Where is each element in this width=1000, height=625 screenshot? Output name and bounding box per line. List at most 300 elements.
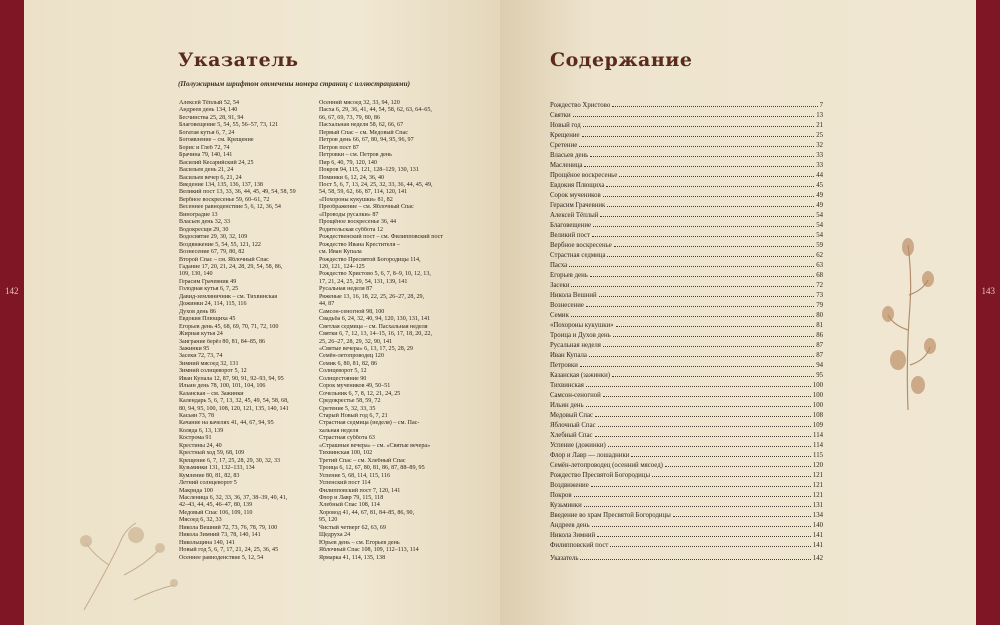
index-entry: см. Иван Купала — [319, 249, 362, 256]
toc-entry-title: Флор и Лавр — лошадники — [550, 452, 630, 459]
toc-entry[interactable] — [550, 169, 823, 179]
index-entry: Засеки 72, 73, 74 — [179, 353, 223, 360]
toc-entry-page: 114 — [813, 442, 823, 449]
toc-leader-dots — [612, 106, 817, 107]
toc-entry[interactable] — [550, 439, 823, 449]
toc-entry[interactable] — [550, 309, 823, 319]
index-entry: Воздвижение 5, 54, 55, 121, 122 — [179, 241, 261, 248]
toc-entry-page: 54 — [816, 212, 823, 219]
toc-entry-title: Самсон-сеногной — [550, 392, 601, 399]
index-entry: Крещение 6, 7, 17, 25, 28, 29, 30, 32, 33 — [179, 457, 281, 464]
toc-entry[interactable] — [550, 379, 823, 389]
toc-entry-title: Андреев день — [550, 522, 590, 529]
toc-entry-page: 121 — [812, 472, 823, 479]
index-entry: Успенский пост 114 — [319, 480, 371, 487]
contents-title: Содержание — [550, 49, 693, 71]
index-entry: 66, 67, 69, 73, 79, 80, 86 — [319, 114, 380, 121]
toc-entry-page: 68 — [816, 272, 823, 279]
toc-entry-page: 81 — [816, 322, 823, 329]
toc-entry-title: Сорок мучеников — [550, 192, 601, 199]
toc-entry[interactable] — [550, 259, 823, 269]
toc-entry[interactable] — [550, 339, 823, 349]
index-entry: 44, 87 — [319, 301, 335, 308]
toc-entry-title: Иван Купала — [550, 352, 587, 359]
toc-entry-title: «Похороны кукушки» — [550, 322, 614, 329]
toc-entry-page: 86 — [816, 332, 823, 339]
toc-entry-title: Крещение — [550, 132, 580, 139]
toc-entry-title: Засеки — [550, 282, 570, 289]
toc-entry-page: 95 — [816, 372, 823, 379]
toc-entry-page: 62 — [816, 252, 823, 259]
index-entry: Тихвинская 100, 102 — [319, 450, 373, 457]
toc-entry-page: 54 — [816, 222, 823, 229]
toc-leader-dots — [586, 306, 814, 307]
toc-entry-title: Егорьев день — [550, 272, 588, 279]
index-entry: Зажинки 95 — [179, 345, 210, 352]
index-entry: Троица 6, 12, 67, 80, 81, 86, 87, 88–89, 95 — [319, 465, 425, 472]
index-entry: Хлебный Спас 108, 114 — [319, 502, 380, 509]
toc-entry[interactable] — [550, 319, 823, 329]
index-entry: 109, 130, 140 — [179, 271, 213, 278]
toc-entry[interactable] — [550, 539, 823, 549]
toc-entry[interactable] — [550, 399, 823, 409]
index-entry: Богоявление – см. Крещение — [179, 137, 254, 144]
toc-entry-title: Казанская (зажинки) — [550, 372, 610, 379]
index-entry: Василий Кесарийский 24, 25 — [179, 159, 254, 166]
index-entry: Водосвятие 29, 30, 32, 109 — [179, 234, 248, 241]
index-entry: Евдокия Плющиха 45 — [179, 316, 236, 323]
toc-entry-title: Хлебный Спас — [550, 432, 593, 439]
index-entry: Богатая кутья 6, 7, 24 — [179, 129, 235, 136]
toc-entry-page: 21 — [816, 122, 823, 129]
toc-entry-page: 100 — [812, 392, 823, 399]
toc-entry-title: Семён-летопроводец (осенний мясоед) — [550, 462, 663, 469]
toc-entry[interactable] — [550, 109, 823, 119]
index-entry: Весеннее равноденствие 5, 6, 12, 36, 54 — [179, 204, 281, 211]
toc-leader-dots — [579, 146, 814, 147]
index-entry: Первый Спас – см. Медовый Спас — [319, 129, 408, 136]
index-entry: Самсон-сеногной 98, 100 — [319, 308, 385, 315]
toc-entry-page: 140 — [812, 522, 823, 529]
toc-entry[interactable] — [550, 249, 823, 259]
index-column-1 — [179, 100, 319, 562]
toc-entry-title: Петровки — [550, 362, 578, 369]
index-entry: Крестный ход 59, 68, 109 — [179, 450, 245, 457]
toc-leader-dots — [580, 559, 810, 560]
toc-leader-dots — [597, 536, 811, 537]
toc-entry-page: 13 — [816, 112, 823, 119]
index-entry: Касьян 73, 78 — [179, 413, 214, 420]
index-entry: Светлая седмица – см. Пасхальная неделя — [319, 323, 428, 330]
toc-entry-page: 54 — [816, 232, 823, 239]
index-entry: Осенний мясоед 32, 33, 94, 120 — [319, 100, 400, 106]
index-entry: Страстная суббота 63 — [319, 435, 375, 442]
toc-entry-page: 33 — [816, 162, 823, 169]
toc-entry-page: 49 — [816, 192, 823, 199]
toc-leader-dots — [589, 356, 814, 357]
toc-entry-title: Никола Зимний — [550, 532, 596, 539]
index-entry: Страстная седмица (неделя) – см. Пас- — [319, 420, 420, 427]
left-cover-edge — [0, 0, 24, 625]
toc-entry[interactable] — [550, 149, 823, 159]
index-entry: Медовый Спас 106, 109, 110 — [179, 509, 253, 516]
index-entry: Заиграние берёз 80, 81, 84–85, 86 — [179, 338, 266, 345]
toc-entry-page: 134 — [812, 512, 823, 519]
index-entry: Щедруха 24 — [319, 532, 351, 539]
toc-entry[interactable] — [550, 269, 823, 279]
toc-entry-page: 114 — [813, 432, 823, 439]
index-entry: Васильев вечер 6, 21, 24 — [179, 174, 242, 181]
toc-entry[interactable] — [550, 129, 823, 139]
index-entry: Великий пост 13, 33, 36, 44, 45, 49, 54, 58, 59 — [179, 189, 296, 196]
toc-entry-title: Сретение — [550, 142, 578, 149]
index-entry: «Проводы русалки» 87 — [319, 211, 379, 218]
toc-leader-dots — [600, 216, 814, 217]
toc-entry-page: 25 — [816, 132, 823, 139]
toc-entry-page: 142 — [812, 555, 823, 562]
toc-entry-title: Вербное воскресенье — [550, 242, 612, 249]
toc-entry-page: 108 — [812, 412, 823, 419]
index-entry: Успение 5, 68, 114, 115, 116 — [319, 472, 391, 479]
toc-entry[interactable] — [550, 349, 823, 359]
toc-entry-page: 63 — [816, 262, 823, 269]
toc-entry[interactable] — [550, 289, 823, 299]
index-entry: Чистый четверг 62, 63, 69 — [319, 524, 386, 531]
index-entry: Пир 6, 40, 79, 120, 140 — [319, 159, 377, 166]
toc-entry-page: 109 — [812, 422, 823, 429]
toc-entry-title: Яблочный Спас — [550, 422, 596, 429]
toc-entry-title: Масленица — [550, 162, 583, 169]
toc-leader-dots — [571, 286, 814, 287]
toc-leader-dots — [592, 526, 811, 527]
toc-entry[interactable] — [550, 369, 823, 379]
toc-entry[interactable] — [550, 209, 823, 219]
index-entry: Поминки 6, 12, 24, 36, 40 — [319, 174, 385, 181]
toc-leader-dots — [619, 176, 814, 177]
toc-entry-title: Рождество Христово — [550, 102, 611, 109]
toc-entry-title: Рождество Пресвятой Богородицы — [550, 472, 651, 479]
toc-entry-title: Русальная неделя — [550, 342, 601, 349]
toc-leader-dots — [571, 316, 814, 317]
index-entry: Зимний мясоед 32, 131 — [179, 360, 239, 367]
toc-entry-page: 121 — [812, 492, 823, 499]
index-entry: Яблочный Спас 108, 109, 112–113, 114 — [319, 547, 419, 554]
toc-leader-dots — [603, 346, 814, 347]
index-entry: Кузьминки 131, 132–133, 134 — [179, 465, 255, 472]
toc-entry-page: 79 — [816, 302, 823, 309]
index-entry: Святки 6, 7, 12, 13, 14–15, 16, 17, 18, 20, 22, — [319, 331, 433, 338]
toc-entry-page: 49 — [816, 202, 823, 209]
index-entry: Рождество Пресвятой Богородицы 114, — [319, 256, 421, 263]
index-subtitle: (Полужирным шрифтом отмечены номера страниц с иллюстрациями) — [178, 80, 410, 88]
toc-entry-title: Святки — [550, 112, 571, 119]
index-entry: 17, 21, 24, 25, 29, 54, 131, 139, 141 — [319, 278, 408, 285]
toc-leader-dots — [595, 416, 811, 417]
toc-entry[interactable] — [550, 199, 823, 209]
toc-entry[interactable] — [550, 229, 823, 239]
page-number-right: 143 — [981, 286, 995, 296]
index-entry: Мясоед 6, 32, 33 — [179, 517, 222, 524]
toc-entry-page: 73 — [816, 292, 823, 299]
index-entry: Зимний солнцеворот 5, 12 — [179, 368, 247, 375]
toc-entry[interactable] — [550, 329, 823, 339]
index-entry: Юрьев день – см. Егорьев день — [319, 539, 400, 546]
index-entry: Благовещение 5, 54, 55, 56–57, 73, 121 — [179, 122, 279, 129]
index-entry: Кострома 91 — [179, 435, 212, 442]
toc-entry-page: 32 — [816, 142, 823, 149]
toc-entry-title: Прощёное воскресенье — [550, 172, 618, 179]
index-entry: Летний солнцеворот 5 — [179, 480, 237, 487]
index-entry: Крестины 24, 40 — [179, 442, 222, 449]
toc-leader-dots — [583, 126, 815, 127]
toc-leader-dots — [616, 326, 815, 327]
toc-entry-title: Ильин день — [550, 402, 584, 409]
toc-entry[interactable] — [550, 409, 823, 419]
index-entry: Иван Купала 12, 87, 90, 91, 92–93, 94, 95 — [179, 375, 284, 382]
index-entry: Солнцестояние 90 — [319, 375, 367, 382]
index-entry: «Похороны кукушки» 81, 82 — [319, 196, 393, 203]
toc-entry-title: Введение во храм Пресвятой Богородицы — [550, 512, 671, 519]
toc-entry-title: Герасим Грачевник — [550, 202, 606, 209]
toc-entry-page: 141 — [812, 542, 823, 549]
index-entry: Сорок мучеников 49, 50–51 — [319, 383, 391, 390]
toc-leader-dots — [607, 256, 814, 257]
toc-entry[interactable] — [550, 419, 823, 429]
toc-entry-page: 87 — [816, 342, 823, 349]
toc-leader-dots — [574, 496, 811, 497]
index-entry: Кумление 80, 81, 82, 83 — [179, 472, 240, 479]
toc-entry-title: Страстная седмица — [550, 252, 606, 259]
toc-leader-dots — [608, 446, 811, 447]
toc-leader-dots — [598, 426, 811, 427]
toc-entry-title: Вознесение — [550, 302, 584, 309]
index-entry: Солнцеворот 5, 12 — [319, 368, 367, 375]
index-entry: Осеннее равноденствие 5, 12, 54 — [179, 554, 264, 561]
index-entry: Казанская – см. Зажинки — [179, 390, 244, 397]
toc-leader-dots — [592, 236, 814, 237]
index-entry: Никольщина 140, 141 — [179, 539, 235, 546]
index-entry: Борис и Глеб 72, 74 — [179, 144, 230, 151]
toc-entry[interactable] — [550, 519, 823, 529]
toc-entry-page: 94 — [816, 362, 823, 369]
toc-leader-dots — [580, 366, 814, 367]
toc-entry-title: Троица и Духов день — [550, 332, 611, 339]
index-entry: Жирная кутья 24 — [179, 331, 223, 338]
index-entry: Прощёное воскресенье 36, 44 — [319, 219, 397, 226]
right-cover-edge — [976, 0, 1000, 625]
toc-entry-title: Евдокия Плющиха — [550, 182, 605, 189]
toc-entry[interactable] — [550, 389, 823, 399]
toc-entry[interactable] — [550, 449, 823, 459]
toc-entry-title: Великий пост — [550, 232, 591, 239]
index-entry: Ярмарка 41, 114, 135, 138 — [319, 554, 386, 561]
index-entry: Родительская суббота 12 — [319, 226, 384, 233]
toc-entry-title: Тихвинская — [550, 382, 584, 389]
toc-leader-dots — [607, 206, 814, 207]
index-entry: Ильин день 78, 100, 101, 104, 106 — [179, 383, 266, 390]
toc-entry-page: 121 — [812, 482, 823, 489]
index-entry: «Страшные вечера» – см. «Святые вечера» — [319, 442, 431, 449]
toc-entry[interactable] — [550, 299, 823, 309]
toc-entry-title: Воздвижение — [550, 482, 589, 489]
index-entry: Никола Вешний 72, 73, 76, 78, 79, 100 — [179, 524, 278, 531]
toc-entry-page: 72 — [816, 282, 823, 289]
index-entry: Пасха 6, 29, 36, 41, 44, 54, 58, 62, 63, 64–65, — [319, 107, 432, 114]
index-entry: Пост 5, 6, 7, 13, 24, 25, 32, 33, 36, 44, 45, 49, — [319, 181, 433, 188]
index-entry: Рождественский пост – см. Филипповский пост — [319, 234, 444, 241]
toc-entry[interactable] — [550, 179, 823, 189]
toc-entry-title: Покров — [550, 492, 572, 499]
left-page — [24, 0, 500, 625]
toc-leader-dots — [631, 456, 811, 457]
index-entry: Давид-земляничник – см. Тихвинская — [179, 293, 278, 300]
index-entry: Семик 6, 80, 81, 82, 86 — [319, 360, 378, 367]
toc-entry-page: 80 — [816, 312, 823, 319]
toc-entry[interactable] — [550, 119, 823, 129]
index-entry: Алексей Тёплый 52, 54 — [179, 100, 240, 106]
toc-entry-page: 59 — [816, 242, 823, 249]
toc-entry-title: Благовещение — [550, 222, 591, 229]
toc-leader-dots — [665, 466, 811, 467]
index-entry: Русальная неделя 87 — [319, 286, 373, 293]
toc-entry-title: Алексей Тёплый — [550, 212, 599, 219]
index-entry: Бесчинства 25, 28, 91, 94 — [179, 114, 244, 121]
index-entry: 42–43, 44, 45, 46–47, 80, 139 — [179, 502, 253, 509]
toc-leader-dots — [591, 486, 811, 487]
index-entry: Дожинки 24, 114, 115, 116 — [179, 301, 247, 308]
toc-entry-title: Пасха — [550, 262, 568, 269]
index-entry: Средокрестье 58, 59, 72 — [319, 398, 381, 405]
index-entry: Филипповский пост 7, 120, 141 — [319, 487, 401, 494]
index-entry: Качание на качелях 41, 44, 67, 94, 95 — [179, 420, 274, 427]
index-entry: Голодная кутья 6, 7, 25 — [179, 286, 239, 293]
toc-entry[interactable] — [550, 479, 823, 489]
index-entry: Старый Новый год 6, 7, 21 — [319, 413, 388, 420]
index-entry: Новый год 5, 6, 7, 17, 21, 24, 25, 36, 45 — [179, 547, 279, 554]
index-entry: 54, 58, 59, 62, 66, 87, 114, 120, 141 — [319, 189, 408, 196]
index-entry: Герасим Грачевник 49 — [179, 278, 237, 285]
toc-entry[interactable] — [550, 459, 823, 469]
index-entry: Вербное воскресенье 59, 60–61, 72 — [179, 196, 270, 203]
index-entry: Виноградие 13 — [179, 211, 218, 218]
toc-entry-page: 87 — [816, 352, 823, 359]
toc-entry[interactable] — [550, 219, 823, 229]
index-entry: Духов день 86 — [179, 308, 216, 315]
index-entry: Коляда 6, 13, 139 — [179, 427, 224, 434]
toc-entry-page: 100 — [812, 382, 823, 389]
toc-entry-page: 100 — [812, 402, 823, 409]
toc-leader-dots — [599, 296, 815, 297]
toc-leader-dots — [593, 226, 814, 227]
toc-entry-page: 44 — [816, 172, 823, 179]
index-entry: Сочельник 6, 7, 8, 12, 21, 24, 25 — [319, 390, 401, 397]
index-entry: Хоровод 41, 44, 67, 81, 84–85, 86, 90, — [319, 509, 415, 516]
toc-entry[interactable] — [550, 552, 823, 562]
index-entry: Пасхальная неделя 58, 62, 66, 67 — [319, 122, 404, 129]
toc-entry[interactable] — [550, 239, 823, 249]
toc-entry[interactable] — [550, 99, 823, 109]
index-entry: Брачина 79, 140, 141 — [179, 152, 233, 159]
toc-entry-title: Медовый Спас — [550, 412, 594, 419]
toc-leader-dots — [614, 246, 814, 247]
toc-leader-dots — [586, 406, 811, 407]
toc-entry-title: Кузьминки — [550, 502, 582, 509]
toc-leader-dots — [610, 546, 810, 547]
toc-leader-dots — [584, 166, 814, 167]
index-entry: Покров 94, 115, 121, 128–129, 130, 131 — [319, 167, 419, 174]
index-entry: 25, 26–27, 28, 29, 32, 90, 141 — [319, 338, 393, 345]
index-entry: Флор и Лавр 79, 115, 118 — [319, 495, 384, 502]
toc-leader-dots — [613, 336, 814, 337]
toc-entry-page: 115 — [813, 452, 823, 459]
toc-leader-dots — [573, 116, 815, 117]
toc-entry[interactable] — [550, 499, 823, 509]
toc-entry[interactable] — [550, 469, 823, 479]
index-entry: Никола Зимний 73, 78, 140, 141 — [179, 532, 261, 539]
index-entry: Рождество Ивана Крестителя – — [319, 241, 400, 248]
index-entry: Гадание 17, 20, 21, 24, 28, 29, 54, 58, 86, — [179, 263, 283, 270]
index-entry: Петров пост 87 — [319, 144, 359, 151]
toc-leader-dots — [603, 396, 811, 397]
index-column-2 — [319, 100, 479, 562]
toc-entry-title: Новый год — [550, 122, 581, 129]
toc-entry-page: 33 — [816, 152, 823, 159]
index-entry: Макрида 100 — [179, 487, 213, 494]
toc-entry-page: 45 — [816, 182, 823, 189]
toc-entry-title: Указатель — [550, 555, 579, 562]
index-entry: Вознесение 67, 79, 80, 82 — [179, 249, 245, 256]
toc-entry-title: Семик — [550, 312, 569, 319]
toc-leader-dots — [595, 436, 812, 437]
index-entry: Календарь 5, 6, 7, 13, 32, 45, 49, 54, 58, 68, — [179, 398, 289, 405]
toc-entry-page: 141 — [812, 532, 823, 539]
table-of-contents — [550, 99, 823, 562]
toc-entry[interactable] — [550, 509, 823, 519]
index-entry: Петров день 66, 67, 80, 94, 95, 96, 97 — [319, 137, 414, 144]
toc-entry[interactable] — [550, 159, 823, 169]
toc-entry-page: 7 — [819, 102, 823, 109]
toc-entry[interactable] — [550, 529, 823, 539]
toc-entry[interactable] — [550, 429, 823, 439]
toc-leader-dots — [584, 506, 811, 507]
toc-leader-dots — [603, 196, 814, 197]
toc-leader-dots — [569, 266, 814, 267]
toc-leader-dots — [652, 476, 811, 477]
toc-entry[interactable] — [550, 489, 823, 499]
index-entry: 80, 94, 95, 100, 108, 120, 121, 135, 140, 141 — [179, 405, 289, 412]
index-entry: Сретение 5, 32, 33, 35 — [319, 405, 376, 412]
index-entry: Третий Спас – см. Хлебный Спас — [319, 457, 406, 464]
index-entry: Преображение – см. Яблочный Спас — [319, 204, 414, 211]
toc-leader-dots — [606, 186, 814, 187]
toc-entry-title: Филипповский пост — [550, 542, 609, 549]
toc-entry-title: Власьев день — [550, 152, 589, 159]
toc-leader-dots — [590, 276, 814, 277]
toc-leader-dots — [586, 386, 811, 387]
toc-entry[interactable] — [550, 139, 823, 149]
page-number-left: 142 — [5, 286, 19, 296]
toc-entry[interactable] — [550, 359, 823, 369]
index-entry: Власьев день 32, 33 — [179, 219, 231, 226]
toc-entry[interactable] — [550, 189, 823, 199]
toc-leader-dots — [590, 156, 814, 157]
index-entry: Ряженые 13, 16, 18, 22, 25, 26–27, 28, 29, — [319, 293, 425, 300]
toc-entry[interactable] — [550, 279, 823, 289]
index-entry: Свадьба 6, 24, 32, 40, 94, 120, 130, 131, 141 — [319, 316, 431, 323]
index-entry: Введение 134, 135, 136, 137, 138 — [179, 181, 263, 188]
index-entry: хальная неделя — [319, 427, 359, 434]
herb-illustration-left — [64, 505, 194, 615]
